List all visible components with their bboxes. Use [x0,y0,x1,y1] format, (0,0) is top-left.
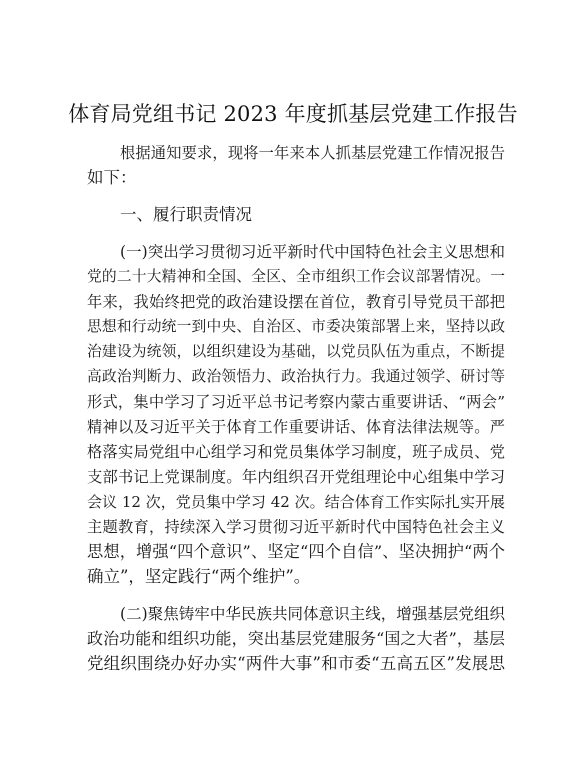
para2-line-3: 党组织围绕办好办实“两件大事”和市委“五高五区”发展思 [87,654,505,673]
para1-line-4: 思想和行动统一到中央、自治区、市委决策部署上来，坚持以政 [87,318,505,335]
section-heading: 一、履行职责情况 [120,205,252,224]
para2-line-1: (二)聚焦铸牢中华民族共同体意识主线，增强基层党组织 [120,605,505,623]
para1-line-2: 党的二十大精神和全国、全区、全市组织工作会议部署情况。一 [87,268,505,285]
para1-line-3: 年来，我始终把党的政治建设摆在首位，教育引导党员干部把 [87,293,505,311]
para1-line-7: 形式，集中学习了习近平总书记考察内蒙古重要讲话、“两会” [87,393,505,411]
para1-line-8: 精神以及习近平关于体育工作重要讲话、体育法律法规等。严 [87,418,505,436]
para1-line-12: 主题教育，持续深入学习贯彻习近平新时代中国特色社会主义 [87,518,505,536]
para1-line-10: 支部书记上党课制度。年内组织召开党组理论中心组集中学习 [87,468,505,486]
intro-line-2: 如下： [87,168,137,187]
intro-line-1: 根据通知要求，现将一年来本人抓基层党建工作情况报告 [120,144,505,162]
para1-line-11: 会议 12 次，党员集中学习 42 次。结合体育工作实际扎实开展 [87,493,505,511]
para1-line-5: 治建设为统领，以组织建设为基础，以党员队伍为重点，不断提 [87,343,505,360]
para2-line-2: 政治功能和组织功能，突出基层党建服务“国之大者”，基层 [87,629,505,648]
para1-line-13: 思想，增强“四个意识”、坚定“四个自信”、坚决拥护“两个 [87,542,505,561]
para1-line-14: 确立”，坚定践行“两个维护”。 [87,567,311,586]
para1-line-6: 高政治判断力、政治领悟力、政治执行力。我通过领学、研讨等 [87,368,505,385]
document-title: 体育局党组书记 2023 年度抓基层党建工作报告 [68,102,518,126]
para1-line-1: (一)突出学习贯彻习近平新时代中国特色社会主义思想和 [120,243,505,261]
para1-line-9: 格落实局党组中心组学习和党员集体学习制度，班子成员、党 [87,443,505,461]
